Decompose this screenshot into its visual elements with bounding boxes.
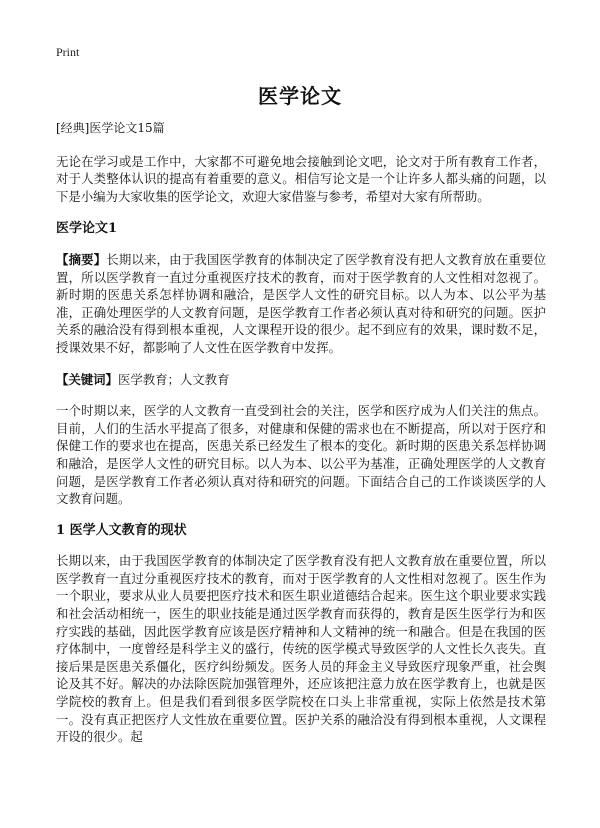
page-title: 医学论文	[258, 84, 342, 108]
abstract-text: 长期以来，由于我国医学教育的体制决定了医学教育没有把人文教育放在重要位置，所以医学教育一直过分重视医疗技术的教育，而对于医学教育的人文性相对忽视了。新时期的医患关系怎样协调和融洽，是医学人文性的研究目标。以人为本、以公平为基准，正确处理医学的人文教育问题，是医学教育工作者必须认真对待和研究的问题。医护关系的融洽没有得到根本重视，人文课程开设的很少。起不到应有的效果，课时数不足，授课效果不好，都影响了人文性在医学教育中发挥。	[56, 251, 547, 355]
section-heading-1: 医学论文1	[56, 221, 118, 237]
section-heading-2: 1 医学人文教育的现状	[56, 522, 187, 538]
intro-paragraph: 无论在学习或是工作中，大家都不可避免地会接触到论文吧，论文对于所有教育工作者，对于人类整体认识的提高有着重要的意义。相信写论文是一个让许多人都头痛的问题，以下是小编为大家收集的医学论文，欢迎大家借鉴与参考，希望对大家有所帮助。	[56, 153, 546, 204]
document-subtitle: [经典]医学论文15篇	[56, 121, 165, 135]
abstract-paragraph	[56, 251, 546, 357]
body-paragraph-2: 长期以来，由于我国医学教育的体制决定了医学教育没有把人文教育放在重要位置，所以医学教育一直过分重视医疗技术的教育，而对于医学教育的人文性相对忽视了。医生作为一个职业，要求从业人员要把医疗技术和医生职业道德结合起来。医生这个职业要求实践和社会活动相统一，医生的职业技能是通过医学教育而获得的，教育是医生医学行为和医疗实践的基础，因此医学教育应该是医疗精神和人文精神的统一和融合。但是在我国的医疗体制中，一度曾经是科学主义的盛行，传统的医学模式导致医学的人文性长久丧失。直接后果是医患关系僵化，医疗纠纷频发。医务人员的拜金主义导致医疗现象严重，社会舆论及其不好。解决的办法除医院加强管理外，还应该把注意力放在医学教育上，也就是医学院校的教育上。但是我们看到很多医学院校在口头上非常重视，实际上依然是技术第一。没有真正把医疗人文性放在重要位置。医护关系的融洽没有得到根本重视，人文课程开设的很少。起	[56, 553, 546, 745]
keywords-paragraph	[56, 371, 546, 389]
body-paragraph-1: 一个时期以来，医学的人文教育一直受到社会的关注，医学和医疗成为人们关注的焦点。目前，人们的生活水平提高了很多，对健康和保健的需求也在不断提高，所以对于医疗和保健工作的要求也在提高，医患关系已经发生了根本的变化。新时期的医患关系怎样协调和融洽，是医学人文性的研究目标。以人为本、以公平为基准，正确处理医学的人文教育问题，是医学教育工作者必须认真对待和研究的问题。下面结合自己的工作谈谈医学的人文教育问题。	[56, 403, 546, 507]
abstract-label: 【摘要】	[56, 251, 107, 267]
keywords-text: 医学教育；人文教育	[117, 371, 230, 387]
document-body	[56, 120, 546, 760]
print-label: Print	[56, 45, 80, 59]
keywords-label: 【关键词】	[56, 371, 118, 387]
